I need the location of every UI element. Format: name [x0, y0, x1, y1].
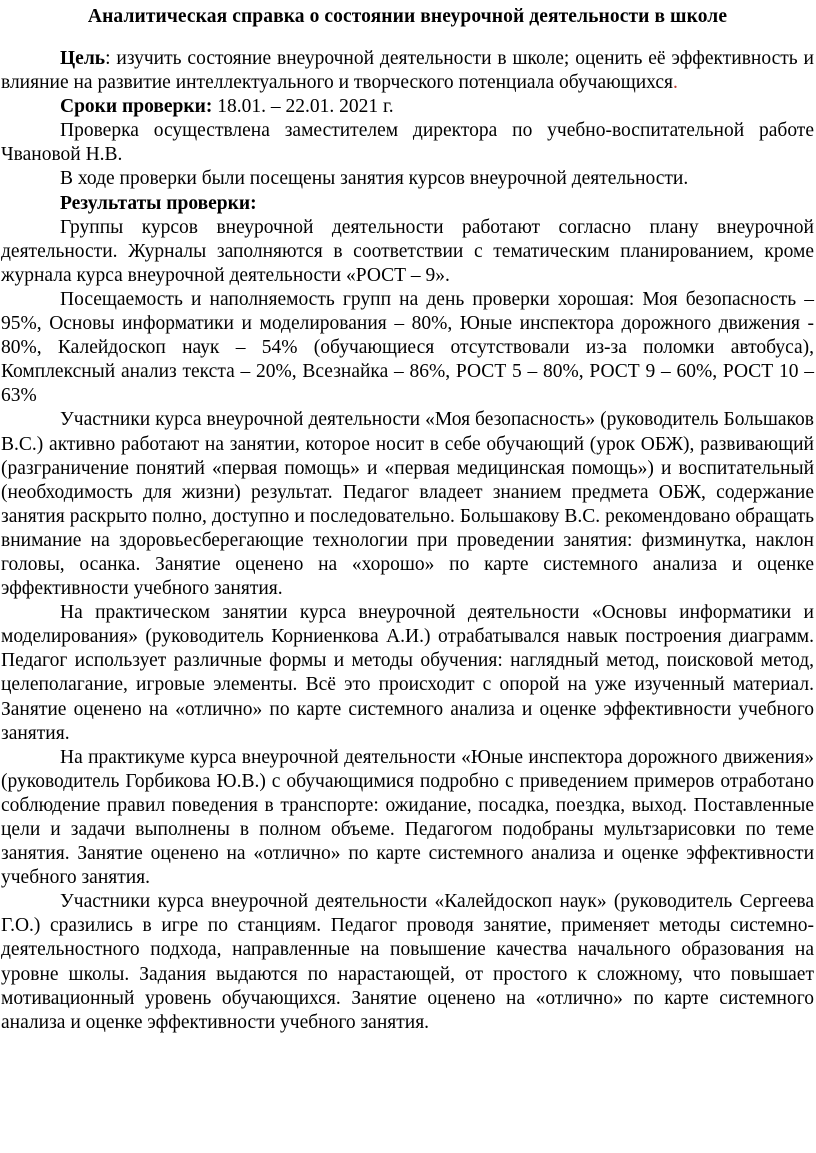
body-paragraph-traffic: На практикуме курса внеурочной деятельности «Юные инспектора дорожного движения» (руководитель Горбикова Ю.В.) с обучающимися подробно с приведением примеров отработано соблюдение правил поведения в транспорте: ожидание, посадка, поездка, выход. Поставленные цели и задачи выполнены в полном объеме. Педагогом подобраны мультзарисовки по теме занятия. Занятие оценено на «отлично» по карте системного анализа и оценке эффективности учебного занятия.	[1, 746, 814, 889]
body-paragraph-kaleidoscope: Участники курса внеурочной деятельности «Калейдоскоп наук» (руководитель Сергеева Г.О.) сразились в игре по станциям. Педагог проводя занятие, применяет методы системно-деятельностного подхода, направленные на повышение качества начального образования на уровне школы. Задания выдаются по нарастающей, от простого к сложному, что повышает мотивационный уровень обучающихся. Занятие оценено на «отлично» по карте системного анализа и оценке эффективности учебного занятия.	[1, 891, 814, 1033]
document-title: Аналитическая справка о состоянии внеурочной деятельности в школе	[87, 6, 728, 27]
body-paragraph-attendance: Посещаемость и наполняемость групп на день проверки хорошая: Моя безопасность – 95%, Основы информатики и моделирования – 80%, Юные инспектора дорожного движения - 80%, Калейдоскоп наук – 54% (обучающиеся отсутствовали из-за поломки автобуса), Комплексный анализ текста – 20%, Всезнайка – 86%, РОСТ 5 – 80%, РОСТ 9 – 60%, РОСТ 10 – 63%	[1, 288, 814, 407]
body-paragraph-safety: Участники курса внеурочной деятельности «Моя безопасность» (руководитель Большаков В.С.) активно работают на занятии, которое носит в себе обучающий (урок ОБЖ), развивающий (разграничение понятий «первая помощь» и «первая медицинская помощь») и воспитательный (необходимость для жизни) результат. Педагог владеет знанием предмета ОБЖ, содержание занятия раскрыто полно, доступно и последовательно. Большакову В.С. рекомендовано обращать внимание на здоровьесберегающие технологии при проведении занятия: физминутка, наклон головы, осанка. Занятие оценено на «хорошо» по карте системного анализа и оценке эффективности учебного занятия.	[1, 409, 814, 600]
goal-text: : изучить состояние внеурочной деятельности в школе; оценить её эффективность и влияние на развитие интеллектуального и творческого потенциала обучающихся	[1, 48, 814, 94]
inspector-paragraph: Проверка осуществлена заместителем директора по учебно-воспитательной работе Чвановой Н.В.	[1, 120, 814, 166]
dates-label: Сроки проверки:	[60, 96, 213, 118]
results-label: Результаты проверки:	[60, 192, 257, 214]
dates-text: 18.01. – 22.01. 2021 г.	[212, 96, 394, 118]
visits-paragraph: В ходе проверки были посещены занятия курсов внеурочной деятельности.	[60, 168, 689, 190]
goal-label: Цель	[60, 48, 106, 69]
goal-end: .	[672, 72, 678, 94]
body-paragraph-journals: Группы курсов внеурочной деятельности работают согласно плану внеурочной деятельности. Журналы заполняются в соответствии с тематическим планированием, кроме журнала курса внеурочной деятельности «РОСТ – 9».	[1, 216, 814, 286]
goal-paragraph	[1, 47, 814, 95]
results-heading	[1, 192, 814, 216]
body-paragraph-informatics: На практическом занятии курса внеурочной деятельности «Основы информатики и моделирования» (руководитель Корниенкова А.И.) отрабатывался навык построения диаграмм. Педагог использует различные формы и методы обучения: наглядный метод, поисковой метод, целеполагание, игровые элементы. Всё это происходит с опорой на уже изученный материал. Занятие оценено на «отлично» по карте системного анализа и оценке эффективности учебного занятия.	[1, 602, 814, 744]
dates-paragraph	[1, 95, 814, 119]
